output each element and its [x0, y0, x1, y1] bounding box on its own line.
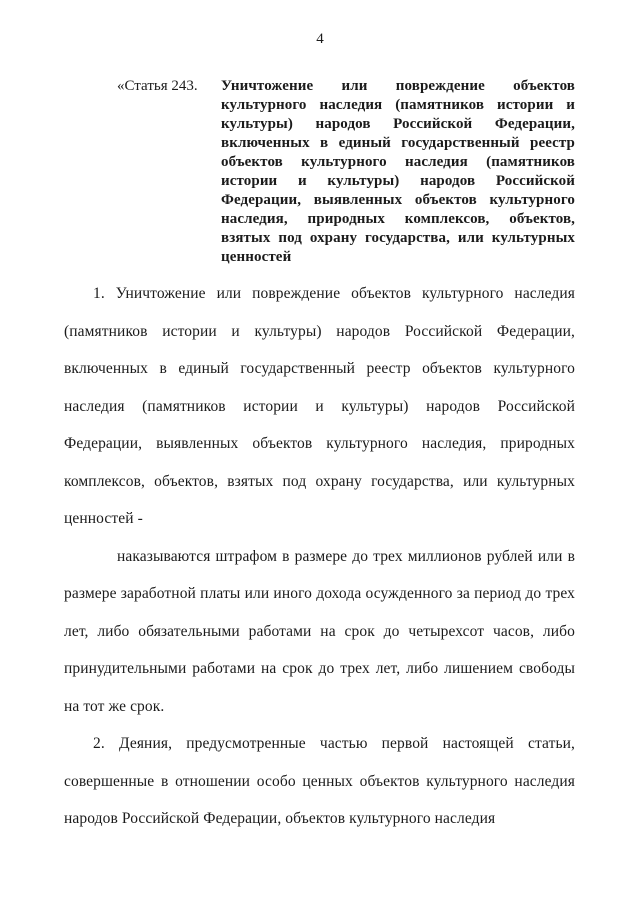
paragraph-part-1: 1. Уничтожение или повреждение объектов культурного наследия (памятников истории и культуры) народов Российской Федерации, включенных в единый государственный реестр объектов культурного наследия (памятников истории и культуры) народов Российской Федерации, выявленных объектов культурного наследия, природных комплексов, объектов, взятых под охрану государства, или культурных ценностей -	[64, 285, 575, 527]
paragraph-part-2: 2. Деяния, предусмотренные частью первой настоящей статьи, совершенные в отношении особо ценных объектов культурного наследия народов Российской Федерации, объектов культурного наследия	[64, 735, 575, 827]
article-body	[64, 275, 575, 838]
article-heading	[117, 77, 576, 267]
article-title: Уничтожение или повреждение объектов культурного наследия (памятников истории и культуры) народов Российской Федерации, включенных в единый государственный реестр объектов культурного наследия (памятников истории и культуры) народов Российской Федерации, выявленных объектов культурного наследия, природных комплексов, объектов, взятых под охрану государства, или культурных ценностей	[221, 78, 575, 265]
article-number-label: «Статья 243.	[117, 78, 198, 94]
paragraph-sanctions: наказываются штрафом в размере до трех миллионов рублей или в размере заработной платы или иного дохода осужденного за период до трех лет, либо обязательными работами на срок до четырехсот часов, либо принудительными работами на срок до трех лет, либо лишением свободы на тот же срок.	[64, 547, 575, 715]
page-number: 4	[316, 31, 324, 47]
